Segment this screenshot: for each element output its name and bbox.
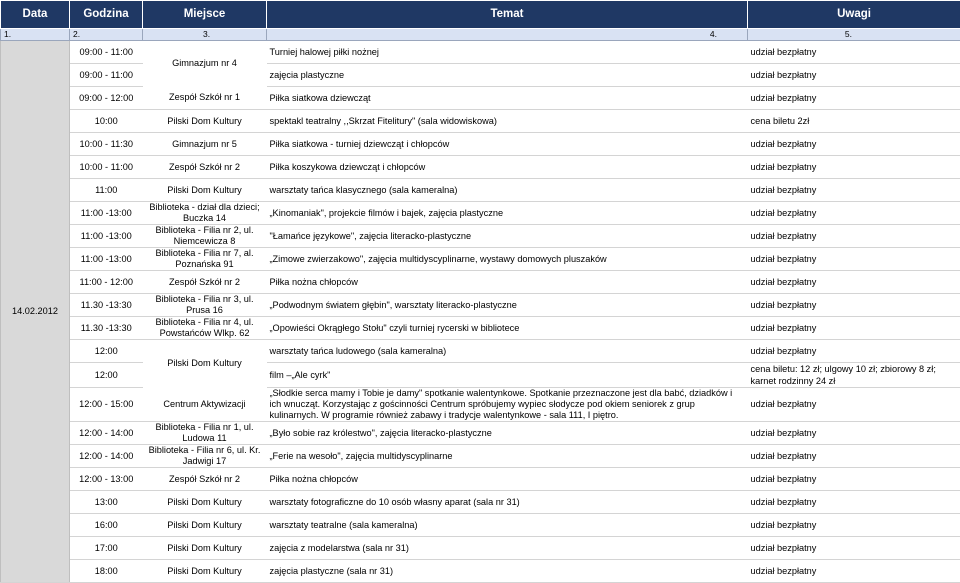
place-cell: Biblioteka - Filia nr 4, ul. Powstańców Wlkp. 62 (143, 317, 267, 340)
place-cell: Biblioteka - dział dla dzieci; Buczka 14 (143, 202, 267, 225)
place-cell: Gimnazjum nr 4 (143, 41, 267, 87)
note-cell: udział bezpłatny (748, 225, 960, 248)
time-cell: 11:00 - 12:00 (70, 271, 143, 294)
place-cell: Zespół Szkół nr 2 (143, 468, 267, 491)
place-cell: Biblioteka - Filia nr 3, ul. Prusa 16 (143, 294, 267, 317)
place-cell: Biblioteka - Filia nr 7, al. Poznańska 91 (143, 248, 267, 271)
column-number: 3. (143, 29, 267, 41)
time-cell: 12:00 - 14:00 (70, 422, 143, 445)
place-cell: Biblioteka - Filia nr 1, ul. Ludowa 11 (143, 422, 267, 445)
time-cell: 11:00 (70, 179, 143, 202)
note-cell: udział bezpłatny (748, 537, 960, 560)
table-row (1, 87, 960, 110)
place-cell: Pilski Dom Kultury (143, 179, 267, 202)
topic-cell: warsztaty tańca ludowego (sala kameralna) (267, 340, 748, 363)
place-cell: Pilski Dom Kultury (143, 491, 267, 514)
table-row (1, 133, 960, 156)
time-cell: 09:00 - 12:00 (70, 87, 143, 110)
place-cell: Zespół Szkół nr 2 (143, 271, 267, 294)
topic-cell: warsztaty fotograficzne do 10 osób własny aparat (sala nr 31) (267, 491, 748, 514)
table-row (1, 560, 960, 583)
table-row (1, 110, 960, 133)
table-row (1, 202, 960, 225)
note-cell: udział bezpłatny (748, 514, 960, 537)
note-cell: udział bezpłatny (748, 422, 960, 445)
place-cell: Zespół Szkół nr 1 (143, 87, 267, 110)
topic-cell: Turniej halowej piłki nożnej (267, 41, 748, 64)
note-cell: udział bezpłatny (748, 491, 960, 514)
time-cell: 11.30 -13:30 (70, 317, 143, 340)
topic-cell: „Było sobie raz królestwo", zajęcia literacko-plastyczne (267, 422, 748, 445)
topic-cell: Piłka koszykowa dziewcząt i chłopców (267, 156, 748, 179)
topic-cell: „Opowieści Okrągłego Stołu" czyli turniej rycerski w bibliotece (267, 317, 748, 340)
topic-text: „Słodkie serca mamy i Tobie je damy" spotkanie walentynkowe. Spotkanie przeznaczone jest dla babć, dziadków i ich wnucząt. Korzystając z gościnności Centrum spróbujemy wypiec słodycze pod okiem seniorek z grup kulinarnych. W programie również zabawy i tradycje walentynkowe - sala 111, I piętro. (270, 388, 745, 421)
date-cell: 14.02.2012 (1, 41, 70, 583)
table-row (1, 317, 960, 340)
table-row (1, 340, 960, 363)
note-cell: cena biletu: 12 zł; ulgowy 10 zł; zbiorowy 8 zł; karnet rodzinny 24 zł (748, 363, 960, 388)
place-cell: Pilski Dom Kultury (143, 514, 267, 537)
place-cell: Biblioteka - Filia nr 6, ul. Kr. Jadwigi 17 (143, 445, 267, 468)
time-cell: 10:00 - 11:30 (70, 133, 143, 156)
time-cell: 12:00 (70, 340, 143, 363)
note-cell: udział bezpłatny (748, 294, 960, 317)
note-cell: cena biletu 2zł (748, 110, 960, 133)
header-data: Data (1, 1, 70, 29)
topic-cell: zajęcia plastyczne (267, 64, 748, 87)
note-cell: udział bezpłatny (748, 248, 960, 271)
time-cell: 13:00 (70, 491, 143, 514)
place-cell: Pilski Dom Kultury (143, 537, 267, 560)
time-cell: 11.30 -13:30 (70, 294, 143, 317)
header-miejsce: Miejsce (143, 1, 267, 29)
table-row (1, 294, 960, 317)
topic-cell: „Ferie na wesoło", zajęcia multidyscyplinarne (267, 445, 748, 468)
place-cell: Pilski Dom Kultury (143, 110, 267, 133)
time-cell: 16:00 (70, 514, 143, 537)
time-cell: 12:00 - 15:00 (70, 388, 143, 422)
place-cell: Zespół Szkół nr 2 (143, 156, 267, 179)
topic-cell: „Zimowe zwierzakowo", zajęcia multidyscyplinarne, wystawy domowych pluszaków (267, 248, 748, 271)
header-temat: Temat (267, 1, 748, 29)
time-cell: 12:00 - 14:00 (70, 445, 143, 468)
topic-cell: Piłka siatkowa dziewcząt (267, 87, 748, 110)
topic-cell: "Łamańce językowe", zajęcia literacko-plastyczne (267, 225, 748, 248)
table-row (1, 248, 960, 271)
header-uwagi: Uwagi (748, 1, 960, 29)
topic-cell: Piłka nożna chłopców (267, 468, 748, 491)
header-row (1, 1, 960, 29)
time-cell: 10:00 (70, 110, 143, 133)
table-row (1, 41, 960, 64)
topic-cell: „Kinomaniak", projekcie filmów i bajek, zajęcia plastyczne (267, 202, 748, 225)
column-number-row (1, 29, 960, 41)
column-number: 2. (70, 29, 143, 41)
topic-cell: Piłka nożna chłopców (267, 271, 748, 294)
time-cell: 09:00 - 11:00 (70, 64, 143, 87)
place-cell: Gimnazjum nr 5 (143, 133, 267, 156)
topic-cell: Piłka siatkowa - turniej dziewcząt i chłopców (267, 133, 748, 156)
note-cell: udział bezpłatny (748, 560, 960, 583)
table-row (1, 468, 960, 491)
table-row (1, 179, 960, 202)
column-number: 1. (1, 29, 70, 41)
note-cell: udział bezpłatny (748, 179, 960, 202)
note-cell: udział bezpłatny (748, 64, 960, 87)
table-row (1, 445, 960, 468)
table-row (1, 156, 960, 179)
time-cell: 12:00 - 13:00 (70, 468, 143, 491)
topic-cell: zajęcia z modelarstwa (sala nr 31) (267, 537, 748, 560)
time-cell: 10:00 - 11:00 (70, 156, 143, 179)
topic-cell: zajęcia plastyczne (sala nr 31) (267, 560, 748, 583)
table-row (1, 271, 960, 294)
time-cell: 11:00 -13:00 (70, 248, 143, 271)
place-cell: Biblioteka - Filia nr 2, ul. Niemcewicza 8 (143, 225, 267, 248)
note-cell: udział bezpłatny (748, 445, 960, 468)
topic-cell: spektakl teatralny ,,Skrzat Fitelitury" (sala widowiskowa) (267, 110, 748, 133)
place-cell: Centrum Aktywizacji (143, 388, 267, 422)
topic-cell (267, 388, 748, 422)
topic-cell: film –„Ale cyrk" (267, 363, 748, 388)
time-cell: 11:00 -13:00 (70, 225, 143, 248)
note-cell: udział bezpłatny (748, 388, 960, 422)
note-cell: udział bezpłatny (748, 468, 960, 491)
table-row (1, 514, 960, 537)
topic-cell: warsztaty teatralne (sala kameralna) (267, 514, 748, 537)
note-cell: udział bezpłatny (748, 202, 960, 225)
topic-cell: warsztaty tańca klasycznego (sala kameralna) (267, 179, 748, 202)
time-cell: 09:00 - 11:00 (70, 41, 143, 64)
header-godzina: Godzina (70, 1, 143, 29)
time-cell: 18:00 (70, 560, 143, 583)
note-cell: udział bezpłatny (748, 340, 960, 363)
place-cell: Pilski Dom Kultury (143, 340, 267, 388)
time-cell: 12:00 (70, 363, 143, 388)
note-cell: udział bezpłatny (748, 156, 960, 179)
column-number: 4. (267, 29, 748, 41)
time-cell: 17:00 (70, 537, 143, 560)
note-cell: udział bezpłatny (748, 133, 960, 156)
place-cell: Pilski Dom Kultury (143, 560, 267, 583)
topic-cell: „Podwodnym światem głębin", warsztaty literacko-plastyczne (267, 294, 748, 317)
column-number: 5. (748, 29, 960, 41)
table-row (1, 388, 960, 422)
table-row (1, 537, 960, 560)
time-cell: 11:00 -13:00 (70, 202, 143, 225)
note-cell: udział bezpłatny (748, 41, 960, 64)
table-row (1, 491, 960, 514)
note-cell: udział bezpłatny (748, 271, 960, 294)
table-row (1, 225, 960, 248)
note-cell: udział bezpłatny (748, 317, 960, 340)
table-row (1, 422, 960, 445)
note-cell: udział bezpłatny (748, 87, 960, 110)
